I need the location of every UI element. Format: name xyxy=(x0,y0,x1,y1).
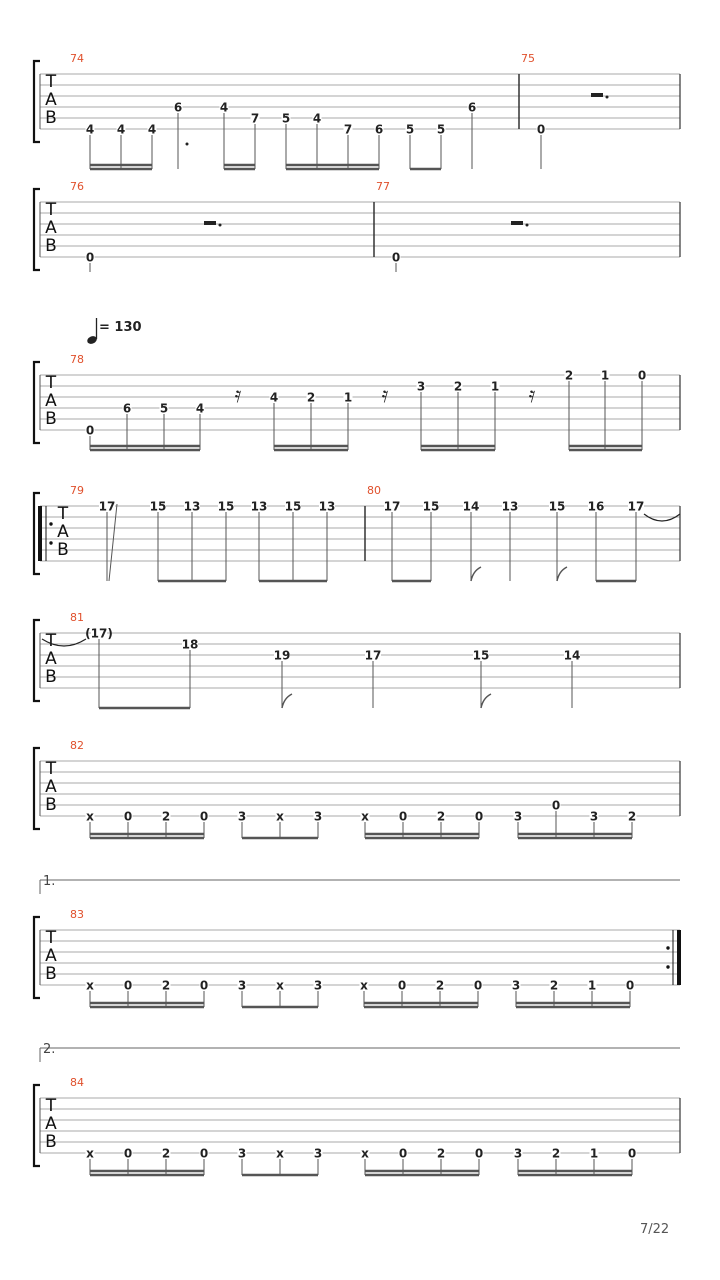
fret-number: 2 xyxy=(161,978,171,993)
fret-number: 19 xyxy=(273,648,291,663)
fret-number: x xyxy=(360,978,368,993)
half-rest-icon xyxy=(591,93,603,97)
fret-number: 1 xyxy=(587,978,597,993)
note-flag xyxy=(557,567,567,581)
fret-number: 0 xyxy=(398,809,408,824)
fret-number: 4 xyxy=(195,401,205,416)
fret-number: 2 xyxy=(436,1146,446,1161)
fret-number: x xyxy=(86,809,94,824)
fret-number: 0 xyxy=(536,122,546,137)
volta-label: 2. xyxy=(43,1042,56,1057)
fret-number: 6 xyxy=(467,100,477,115)
fret-number: 0 xyxy=(123,978,133,993)
fret-number: 15 xyxy=(472,648,490,663)
measure-number: 80 xyxy=(367,484,381,497)
measure-number: 81 xyxy=(70,611,84,624)
fret-number: 0 xyxy=(473,978,483,993)
system-bracket xyxy=(34,748,40,829)
fret-number: 15 xyxy=(149,499,167,514)
fret-number: 0 xyxy=(398,1146,408,1161)
tab-clef-letter: A xyxy=(45,218,57,238)
repeat-dot xyxy=(49,541,52,544)
fret-number: 0 xyxy=(474,809,484,824)
fret-number: 5 xyxy=(405,122,415,137)
system-bracket xyxy=(34,1085,40,1166)
fret-number: 3 xyxy=(237,978,247,993)
fret-number: 7 xyxy=(250,111,260,126)
fret-number: 6 xyxy=(173,100,183,115)
fret-number: 2 xyxy=(161,1146,171,1161)
fret-number: 0 xyxy=(551,798,561,813)
tab-clef-letter: A xyxy=(45,90,57,110)
tab-clef-letter: A xyxy=(45,777,57,797)
tempo-label: = 130 xyxy=(99,320,142,335)
tab-clef-letter: T xyxy=(57,504,69,524)
tab-clef-letter: B xyxy=(45,964,57,984)
tab-clef-letter: B xyxy=(45,795,57,815)
fret-number: 3 xyxy=(313,809,323,824)
fret-number: x xyxy=(361,809,369,824)
system-bracket xyxy=(34,362,40,443)
fret-number: 0 xyxy=(391,250,401,265)
fret-number: 1 xyxy=(343,390,353,405)
note-flag xyxy=(481,694,491,708)
fret-number: 4 xyxy=(116,122,126,137)
note-flag xyxy=(282,694,292,708)
measure-number: 74 xyxy=(70,52,84,65)
fret-number: 17 xyxy=(627,499,645,514)
volta-label: 1. xyxy=(43,874,56,889)
fret-number: 0 xyxy=(199,978,209,993)
fret-number: 2 xyxy=(549,978,559,993)
sixteenth-rest-icon: 𝄿 xyxy=(381,383,389,408)
fret-number: x xyxy=(276,809,284,824)
note-flag xyxy=(471,567,481,581)
system-bracket xyxy=(34,620,40,701)
rest-dot xyxy=(219,224,222,227)
tab-clef-letter: A xyxy=(57,522,69,542)
fret-number: 0 xyxy=(199,1146,209,1161)
repeat-dot xyxy=(666,946,669,949)
fret-number: 1 xyxy=(600,368,610,383)
fret-number: 15 xyxy=(548,499,566,514)
fret-number: 14 xyxy=(462,499,480,514)
measure-number: 78 xyxy=(70,353,84,366)
fret-number: 0 xyxy=(85,250,95,265)
fret-number: x xyxy=(276,978,284,993)
fret-number: 4 xyxy=(312,111,322,126)
tab-clef-letter: B xyxy=(45,236,57,256)
fret-number: 4 xyxy=(85,122,95,137)
tab-clef-letter: B xyxy=(45,667,57,687)
fret-number: 5 xyxy=(436,122,446,137)
fret-number: 0 xyxy=(123,809,133,824)
fret-number: 3 xyxy=(513,1146,523,1161)
fret-number: 3 xyxy=(589,809,599,824)
tab-clef-letter: A xyxy=(45,391,57,411)
tab-clef-letter: T xyxy=(45,631,57,651)
fret-number: 0 xyxy=(625,978,635,993)
system-bracket xyxy=(34,917,40,998)
fret-number: 2 xyxy=(161,809,171,824)
fret-number: 15 xyxy=(422,499,440,514)
fret-number: 5 xyxy=(281,111,291,126)
fret-number: 2 xyxy=(564,368,574,383)
fret-number: 17 xyxy=(98,499,116,514)
fret-number: 0 xyxy=(123,1146,133,1161)
tab-clef-letter: T xyxy=(45,1096,57,1116)
measure-number: 82 xyxy=(70,739,84,752)
fret-number: 3 xyxy=(237,809,247,824)
fret-number: 1 xyxy=(589,1146,599,1161)
tab-clef-letter: A xyxy=(45,649,57,669)
measure-number: 76 xyxy=(70,180,84,193)
fret-number: 4 xyxy=(269,390,279,405)
fret-number: 0 xyxy=(199,809,209,824)
tab-clef-letter: T xyxy=(45,72,57,92)
fret-number: 18 xyxy=(181,637,199,652)
fret-number: 7 xyxy=(343,122,353,137)
tab-clef-letter: B xyxy=(57,540,69,560)
fret-number: 3 xyxy=(313,1146,323,1161)
fret-number: x xyxy=(86,978,94,993)
tab-clef-letter: B xyxy=(45,1132,57,1152)
fret-number: x xyxy=(276,1146,284,1161)
fret-number: 2 xyxy=(435,978,445,993)
system-bracket xyxy=(34,61,40,142)
fret-number: 16 xyxy=(587,499,605,514)
measure-number: 84 xyxy=(70,1076,84,1089)
fret-number: 0 xyxy=(637,368,647,383)
repeat-dot xyxy=(49,522,52,525)
measure-number: 79 xyxy=(70,484,84,497)
fret-number: 6 xyxy=(374,122,384,137)
fret-number: 2 xyxy=(306,390,316,405)
measure-number: 77 xyxy=(376,180,390,193)
fret-number: 3 xyxy=(511,978,521,993)
augmentation-dot xyxy=(186,143,189,146)
fret-number: 17 xyxy=(364,648,382,663)
fret-number: (17) xyxy=(85,626,113,641)
repeat-dot xyxy=(666,965,669,968)
fret-number: 14 xyxy=(563,648,581,663)
fret-number: 4 xyxy=(219,100,229,115)
sixteenth-rest-icon: 𝄿 xyxy=(234,383,242,408)
fret-number: 3 xyxy=(313,978,323,993)
tab-clef-letter: T xyxy=(45,200,57,220)
fret-number: 1 xyxy=(490,379,500,394)
sixteenth-rest-icon: 𝄿 xyxy=(528,383,536,408)
half-rest-icon xyxy=(511,221,523,225)
fret-number: 2 xyxy=(436,809,446,824)
fret-number: x xyxy=(361,1146,369,1161)
tab-clef-letter: T xyxy=(45,759,57,779)
rest-dot xyxy=(526,224,529,227)
fret-number: 2 xyxy=(627,809,637,824)
fret-number: 4 xyxy=(147,122,157,137)
fret-number: 13 xyxy=(501,499,519,514)
tab-clef-letter: A xyxy=(45,1114,57,1134)
tab-clef-letter: T xyxy=(45,373,57,393)
tab-clef-letter: T xyxy=(45,928,57,948)
fret-number: 3 xyxy=(237,1146,247,1161)
fret-number: 15 xyxy=(284,499,302,514)
half-rest-icon xyxy=(204,221,216,225)
fret-number: 15 xyxy=(217,499,235,514)
fret-number: 13 xyxy=(183,499,201,514)
fret-number: 2 xyxy=(551,1146,561,1161)
fret-number: x xyxy=(86,1146,94,1161)
system-bracket xyxy=(34,189,40,270)
fret-number: 13 xyxy=(318,499,336,514)
fret-number: 5 xyxy=(159,401,169,416)
tab-clef-letter: A xyxy=(45,946,57,966)
fret-number: 6 xyxy=(122,401,132,416)
rest-dot xyxy=(606,96,609,99)
measure-number: 83 xyxy=(70,908,84,921)
page-number: 7/22 xyxy=(640,1222,670,1237)
fret-number: 0 xyxy=(474,1146,484,1161)
fret-number: 13 xyxy=(250,499,268,514)
fret-number: 2 xyxy=(453,379,463,394)
fret-number: 3 xyxy=(513,809,523,824)
tab-clef-letter: B xyxy=(45,409,57,429)
tab-clef-letter: B xyxy=(45,108,57,128)
slide-line xyxy=(109,504,117,581)
fret-number: 0 xyxy=(397,978,407,993)
fret-number: 17 xyxy=(383,499,401,514)
fret-number: 0 xyxy=(627,1146,637,1161)
measure-number: 75 xyxy=(521,52,535,65)
fret-number: 0 xyxy=(85,423,95,438)
fret-number: 3 xyxy=(416,379,426,394)
